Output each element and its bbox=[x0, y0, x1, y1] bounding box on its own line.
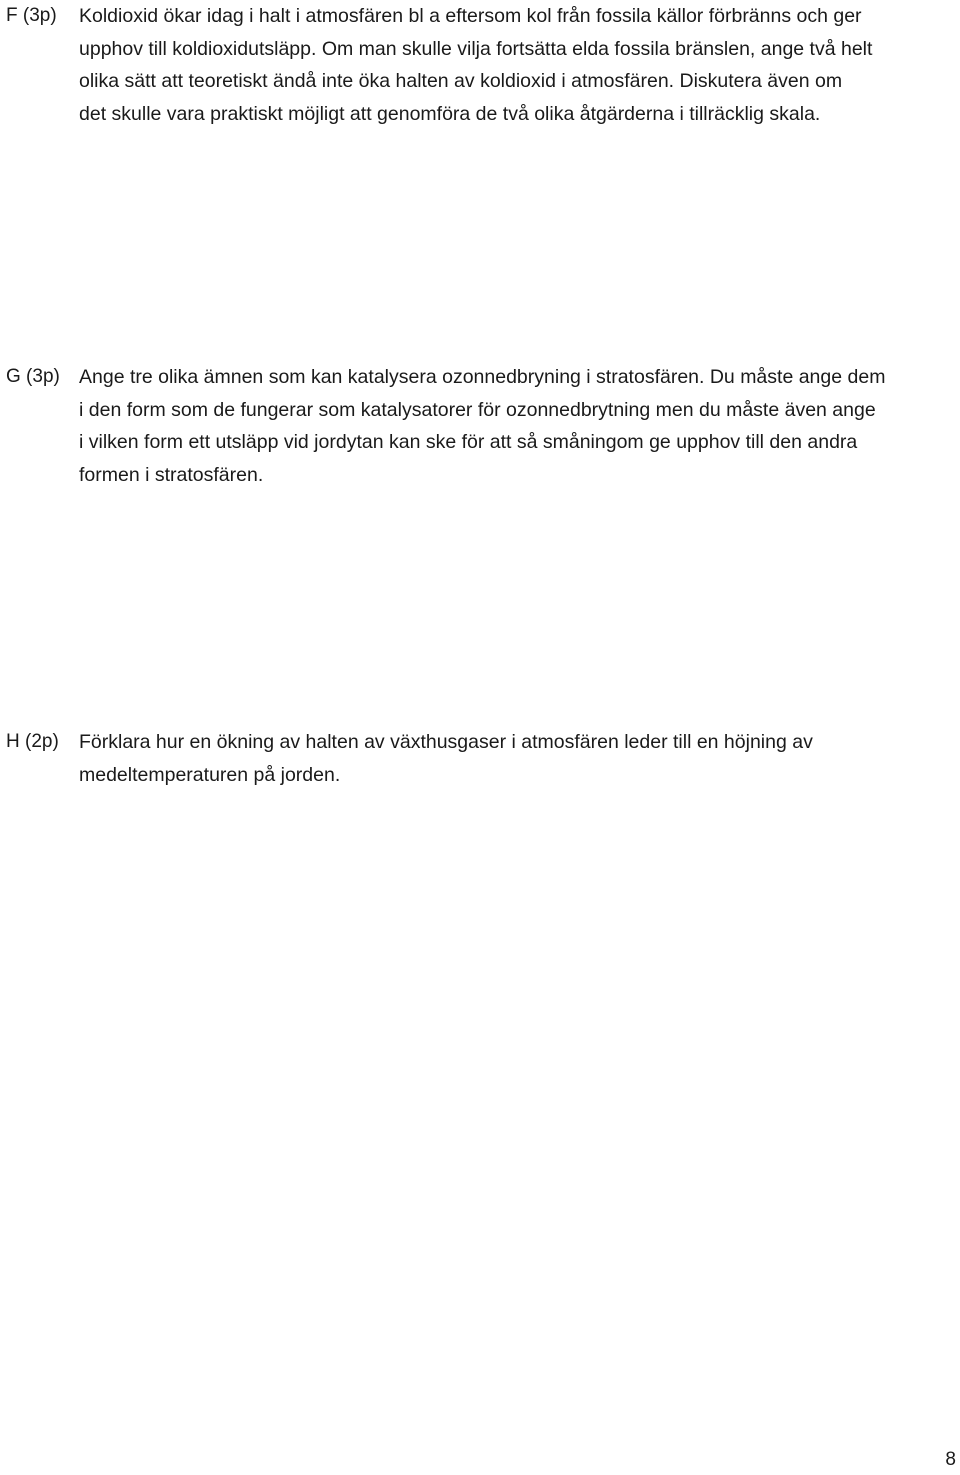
question-text-line: medeltemperaturen på jorden. bbox=[79, 763, 341, 786]
question-text bbox=[79, 726, 955, 791]
question-text bbox=[79, 361, 955, 491]
question-text-line: upphov till koldioxidutsläpp. Om man skulle vilja fortsätta elda fossila bränslen, ange två helt bbox=[79, 37, 873, 60]
question-text-line: Koldioxid ökar idag i halt i atmosfären bl a eftersom kol från fossila källor förbränns och ger bbox=[79, 5, 862, 27]
question-g bbox=[0, 361, 960, 491]
question-text-line: olika sätt att teoretiskt ändå inte öka halten av koldioxid i atmosfären. Diskutera även om bbox=[79, 70, 843, 92]
question-text-line: i den form som de fungerar som katalysatorer för ozonnedbrytning men du måste även ange bbox=[79, 398, 876, 421]
question-f bbox=[0, 0, 960, 130]
question-text bbox=[79, 0, 955, 130]
question-label: H (2p) bbox=[6, 731, 59, 752]
question-label: G (3p) bbox=[6, 366, 60, 387]
page-number: 8 bbox=[945, 1449, 956, 1470]
question-text-line: Förklara hur en ökning av halten av växthusgaser i atmosfären leder till en höjning av bbox=[79, 731, 813, 753]
question-h bbox=[0, 726, 960, 791]
question-text-line: Ange tre olika ämnen som kan katalysera ozonnedbryning i stratosfären. Du måste ange dem bbox=[79, 366, 886, 388]
question-text-line: i vilken form ett utsläpp vid jordytan kan ske för att så småningom ge upphov till den andra bbox=[79, 431, 858, 453]
question-text-line: det skulle vara praktiskt möjligt att genomföra de två olika åtgärderna i tillräcklig skala. bbox=[79, 102, 821, 125]
question-text-line: formen i stratosfären. bbox=[79, 463, 264, 486]
question-label: F (3p) bbox=[6, 5, 57, 26]
